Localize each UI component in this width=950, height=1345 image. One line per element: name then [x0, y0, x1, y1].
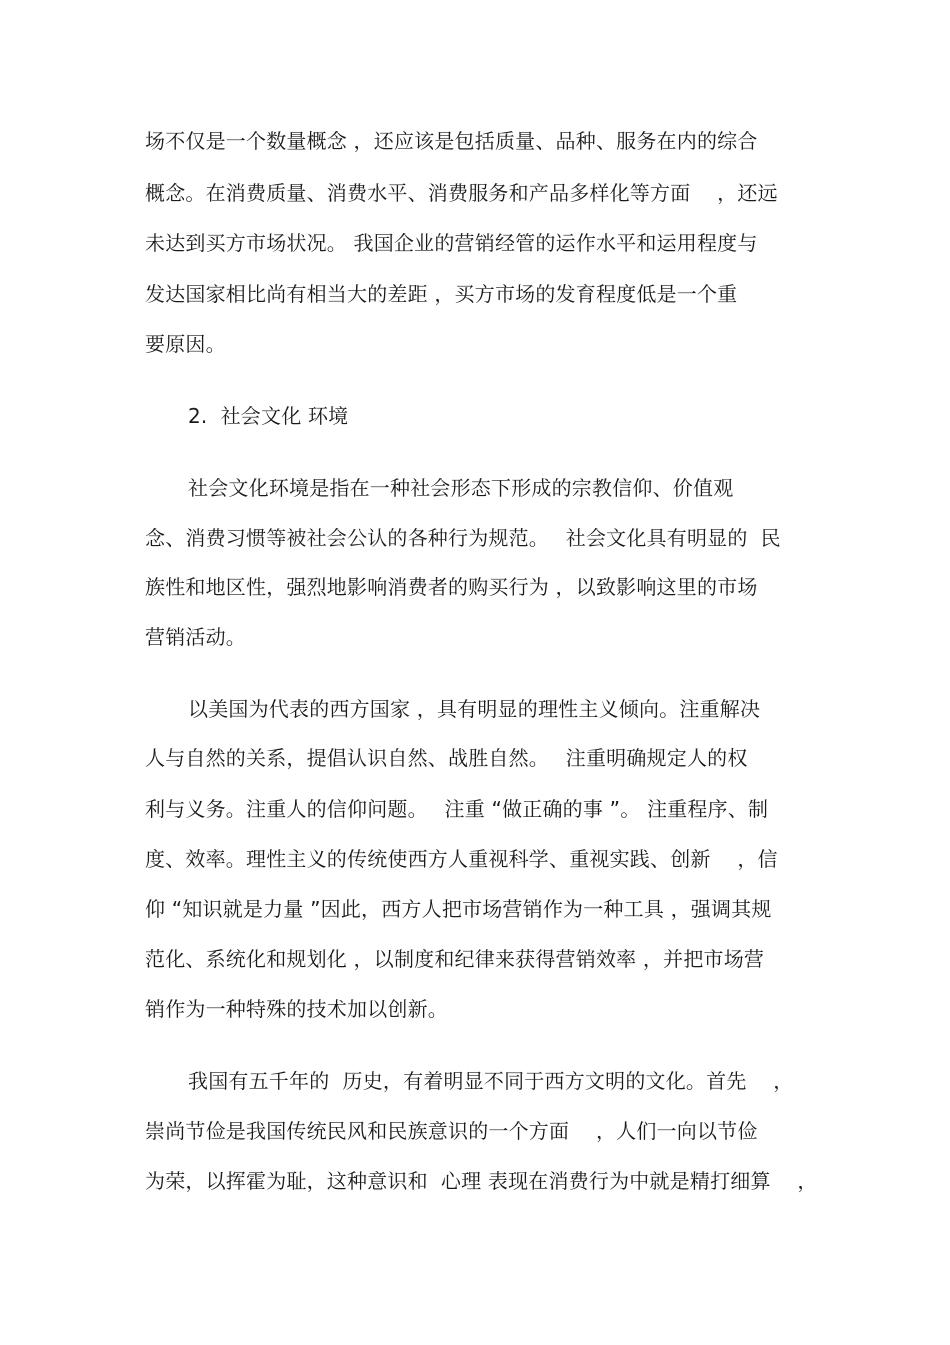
paragraph-3-line-3: 利与义务。注重人的信仰问题。 注重 “做正确的事 ”。 注重程序、制 — [145, 797, 769, 821]
paragraph-1-line-1: 场不仅是一个数量概念 ，还应该是包括质量、品种、服务在内的综合 — [145, 129, 758, 153]
paragraph-1-line-4: 发达国家相比尚有相当大的差距 ，买方市场的发育程度低是一个重 — [145, 282, 738, 306]
paragraph-1-line-3: 未达到买方市场状况。 我国企业的营销经管的运作水平和运用程度与 — [145, 231, 758, 255]
paragraph-2-line-1: 社会文化环境是指在一种社会形态下形成的宗教信仰、价值观 — [188, 476, 734, 500]
paragraph-3-line-4: 度、效率。理性主义的传统使西方人重视科学、重视实践、创新 ，信 — [145, 847, 778, 871]
section-heading: 2. 社会文化 环境 — [188, 404, 349, 428]
paragraph-4-line-3: 为荣，以挥霍为耻，这种意识和 心理 表现在消费行为中就是精打细算 ， — [145, 1169, 818, 1193]
paragraph-1-line-5: 要原因。 — [145, 332, 226, 356]
paragraph-4-line-2: 崇尚节俭是我国传统民风和民族意识的一个方面 ，人们一向以节俭 — [145, 1119, 758, 1143]
paragraph-2-line-2: 念、消费习惯等被社会公认的各种行为规范。 社会文化具有明显的 民 — [145, 526, 781, 550]
paragraph-3-line-5: 仰 “知识就是力量 ”因此，西方人把市场营销作为一种工具 ，强调其规 — [145, 897, 772, 921]
paragraph-1-line-2: 概念。在消费质量、消费水平、消费服务和产品多样化等方面 ，还远 — [145, 181, 778, 205]
paragraph-3-line-7: 销作为一种特殊的技术加以创新。 — [145, 997, 448, 1021]
paragraph-2-line-4: 营销活动。 — [145, 625, 246, 649]
paragraph-3-line-1: 以美国为代表的西方国家 ，具有明显的理性主义倾向。注重解决 — [188, 697, 761, 721]
paragraph-2-line-3: 族性和地区性，强烈地影响消费者的购买行为 ，以致影响这里的市场 — [145, 575, 758, 599]
paragraph-4-line-1: 我国有五千年的 历史，有着明显不同于西方文明的文化。首先 ， — [188, 1069, 794, 1093]
paragraph-3-line-2: 人与自然的关系，提倡认识自然、战胜自然。 注重明确规定人的权 — [145, 746, 748, 770]
paragraph-3-line-6: 范化、系统化和规划化 ，以制度和纪律来获得营销效率 ，并把市场营 — [145, 947, 765, 971]
